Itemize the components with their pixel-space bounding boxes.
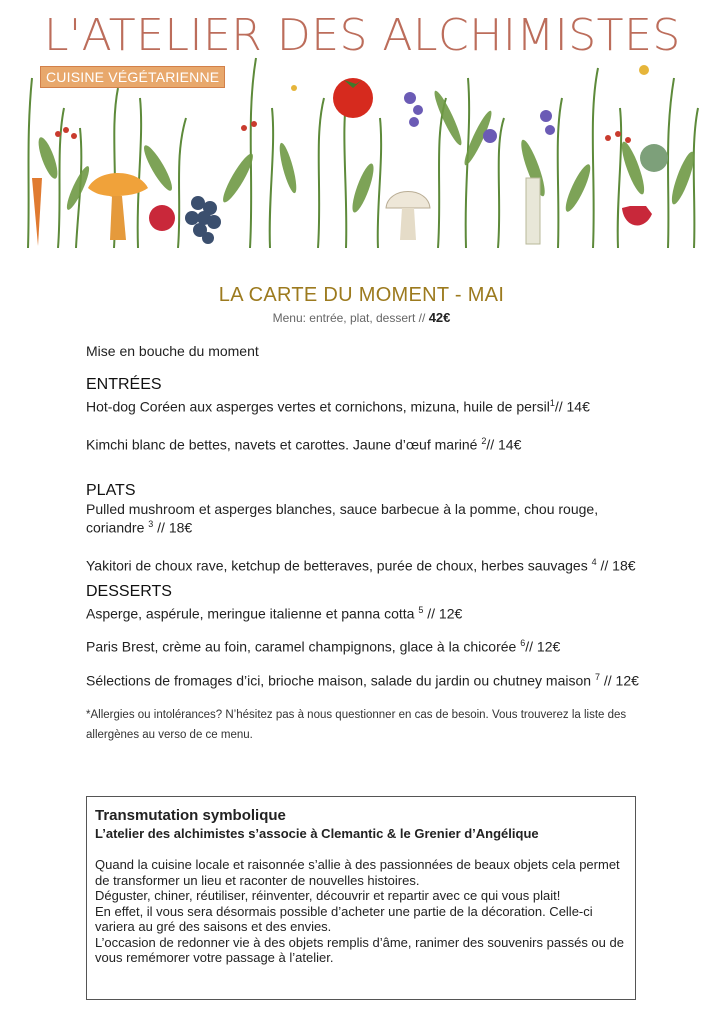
dish-item: Asperge, aspérule, meringue italienne et panna cotta $^5$ // 12€	[86, 604, 463, 622]
menu-content	[86, 344, 646, 756]
dish-item: Paris Brest, crème au foin, caramel champignons, glace à la chicorée $^6$// 12€	[86, 638, 561, 655]
section-title: ENTRÉES	[86, 376, 162, 393]
menu-title: LA CARTE DU MOMENT - MAI	[218, 284, 505, 306]
menu-formula-text: Menu: entrée, plat, dessert //	[272, 311, 426, 325]
menu-price: 42€	[428, 310, 451, 325]
info-box-line: L’occasion de redonner vie à des objets remplis d’âme, ranimer des souvenirs passés ou de vous remémorer votre passage à l’atelier.	[95, 934, 624, 965]
section-entrees	[86, 377, 646, 452]
dish-item: Kimchi blanc de bettes, navets et carottes. Jaune d’œuf mariné $^2$// 14€	[86, 435, 522, 453]
brand-title: L'ATELIER DES ALCHIMISTES	[44, 10, 681, 61]
section-title: DESSERTS	[86, 582, 172, 600]
dish-item: Pulled mushroom et asperges blanches, sauce barbecue à la pomme, chou rouge, coriandre $^3$ // 18€	[86, 501, 599, 536]
info-box	[86, 796, 636, 1000]
section-title: PLATS	[86, 482, 136, 500]
info-box-line: Déguster, chiner, réutiliser, réinventer, découvrir et repartir avec ce qui vous plait!	[95, 888, 561, 903]
section-plats	[86, 483, 646, 573]
section-desserts	[86, 584, 646, 689]
info-box-line: En effet, il vous sera désormais possible d’acheter une partie de la décoration. Celle-ci variera au gré des saisons et des envies.	[95, 903, 593, 934]
dish-item: Hot-dog Coréen aux asperges vertes et cornichons, mizuna, huile de persil$^1$// 14€	[86, 398, 590, 415]
allergy-note: *Allergies ou intolérances? N’hésitez pas à nous questionner en cas de besoin. Vous trouverez la liste des allergènes au verso de ce menu.	[86, 708, 627, 741]
info-box-title: Transmutation symbolique	[95, 807, 286, 824]
info-box-subtitle: L’atelier des alchimistes s’associe à Clemantic & le Grenier d’Angélique	[95, 826, 539, 841]
menu-formula	[0, 310, 723, 325]
amuse-bouche: Mise en bouche du moment	[86, 343, 259, 359]
dish-item: Sélections de fromages d’ici, brioche maison, salade du jardin ou chutney maison $^7$ // 12€	[86, 671, 639, 689]
dish-item: Yakitori de choux rave, ketchup de betteraves, purée de choux, herbes sauvages $^4$ // 18€	[86, 556, 636, 574]
info-box-line: Quand la cuisine locale et raisonnée s’allie à des passionnées de beaux objets cela permet de transformer un lieu et raconter de nouvelles histoires.	[95, 857, 620, 888]
brand-subtitle-badge: CUISINE VÉGÉTARIENNE	[40, 66, 225, 88]
